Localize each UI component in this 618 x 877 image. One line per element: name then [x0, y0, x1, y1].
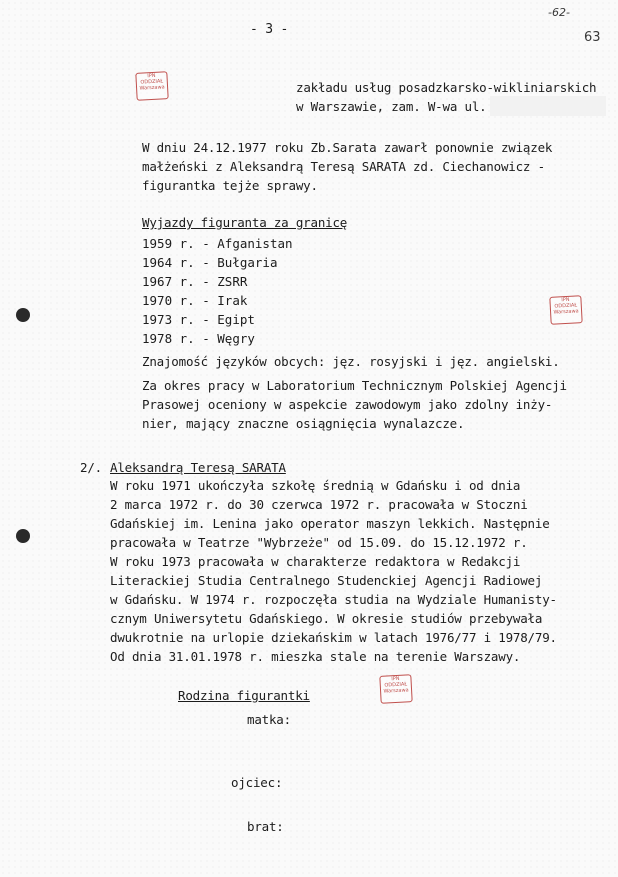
languages-line: Znajomość języków obcych: jęz. rosyjski i jęz. angielski. [142, 354, 560, 369]
section-number: 2/. [80, 460, 102, 475]
family-heading: Rodzina figurantki [178, 688, 310, 703]
bio-line: Gdańskiej im. Lenina jako operator maszyn lekkich. Następnie [110, 516, 550, 531]
ipn-stamp: IPN ODDZIAŁ Warszawa [135, 71, 168, 101]
ipn-stamp: IPN ODDZIAŁ Warszawa [379, 674, 412, 704]
bio-line: 2 marca 1972 r. do 30 czerwca 1972 r. pracowała w Stoczni [110, 497, 528, 512]
brother-label: brat: [247, 819, 284, 834]
work-line: nier, mający znaczne osiągnięcia wynalazcze. [142, 416, 465, 431]
bio-line: pracowała w Teatrze "Wybrzeże" od 15.09. do 15.12.1972 r. [110, 535, 528, 550]
trip-item: 1959 r. - Afganistan [142, 236, 293, 251]
marriage-line: figurantka tejże sprawy. [142, 178, 318, 193]
bio-line: W roku 1973 pracowała w charakterze redaktora w Redakcji [110, 554, 521, 569]
trip-item: 1978 r. - Węgry [142, 331, 255, 346]
archive-number-top: -62- [548, 6, 570, 19]
bio-line: Od dnia 31.01.1978 r. mieszka stale na terenie Warszawy. [110, 649, 521, 664]
bio-line: w Gdańsku. W 1974 r. rozpoczęła studia na Wydziale Humanisty- [110, 592, 557, 607]
intro-line: zakładu usług posadzkarsko-wikliniarskich [296, 80, 597, 95]
archive-number: 63 [584, 30, 601, 45]
work-line: Prasowej oceniony w aspekcie zawodowym jako zdolny inży- [142, 397, 553, 412]
bio-line: Literackiej Studia Centralnego Studenckiej Agencji Radiowej [110, 573, 543, 588]
redacted-address [490, 96, 606, 116]
intro-line: w Warszawie, zam. W-wa ul. [296, 99, 487, 114]
trip-item: 1964 r. - Bułgaria [142, 255, 278, 270]
trip-item: 1973 r. - Egipt [142, 312, 255, 327]
marriage-line: W dniu 24.12.1977 roku Zb.Sarata zawarł ponownie związek [142, 140, 553, 155]
father-label: ojciec: [231, 775, 283, 790]
mother-label: matka: [247, 712, 291, 727]
punch-hole-top [16, 308, 30, 322]
page-number: - 3 - [250, 22, 289, 37]
bio-line: dwukrotnie na urlopie dziekańskim w latach 1976/77 i 1978/79. [110, 630, 557, 645]
work-line: Za okres pracy w Laboratorium Technicznym Polskiej Agencji [142, 378, 567, 393]
punch-hole-bottom [16, 529, 30, 543]
section-name: Aleksandrą Teresą SARATA [110, 460, 286, 475]
bio-line: W roku 1971 ukończyła szkołę średnią w Gdańsku i od dnia [110, 478, 521, 493]
trip-item: 1970 r. - Irak [142, 293, 248, 308]
trip-item: 1967 r. - ZSRR [142, 274, 248, 289]
trips-heading: Wyjazdy figuranta za granicę [142, 215, 348, 230]
bio-line: cznym Uniwersytetu Gdańskiego. W okresie studiów przebywała [110, 611, 543, 626]
ipn-stamp: IPN ODDZIAŁ Warszawa [549, 295, 582, 325]
marriage-line: małżeński z Aleksandrą Teresą SARATA zd. Ciechanowicz - [142, 159, 545, 174]
